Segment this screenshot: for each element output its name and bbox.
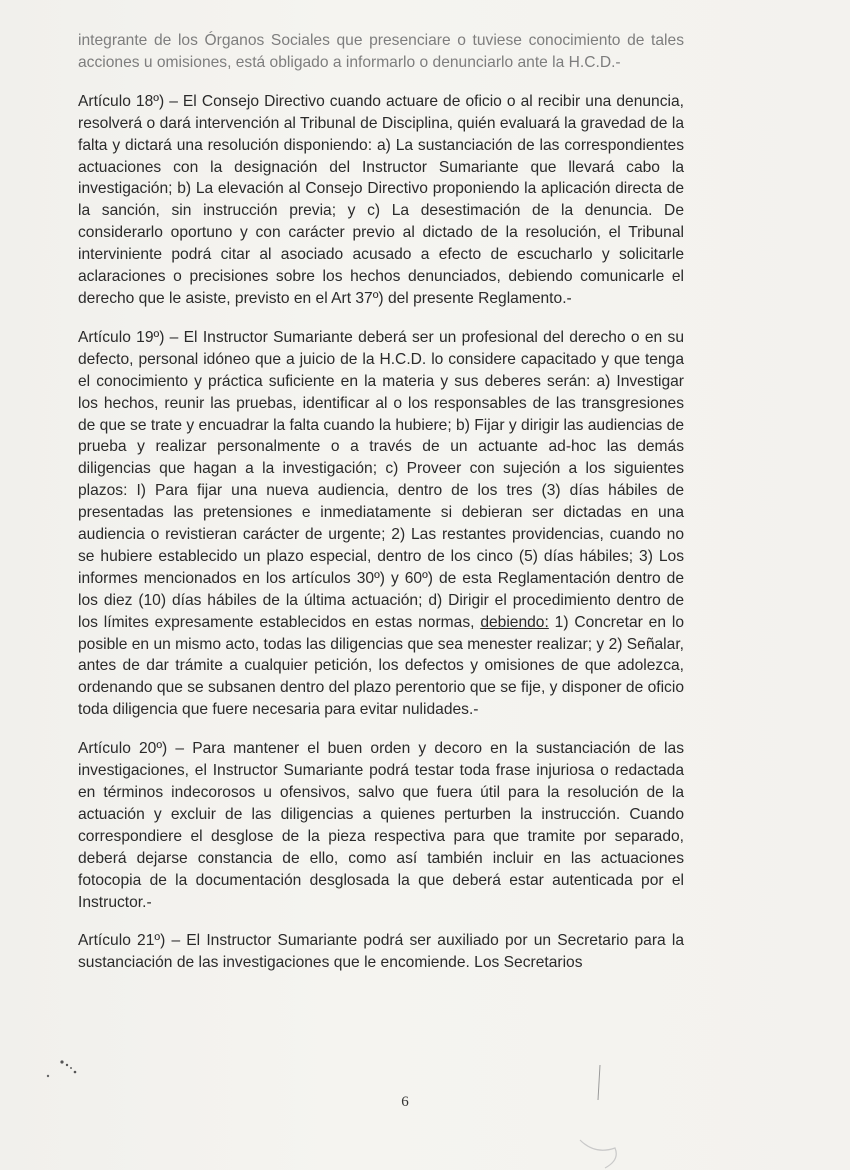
scan-speck-left (40, 1050, 90, 1090)
article-19 (78, 327, 684, 721)
intro-line-1: integrante de los Órganos Sociales que presenciare o tuviese conocimiento de (78, 32, 645, 49)
intro-line-2: tales acciones u omisiones, está obligado a informarlo o denunciarlo ante la H.C.D.- (78, 32, 684, 71)
article-19-text-2: 1) Concretar en lo posible en un mismo acto, todas las diligencias que sea menester realizar; y 2) Señalar, antes de dar trámite a cualquier petición, los defectos y omisiones de que adolezca, ordenando que se subsanen dentro del plazo perentorio que se fije, y disponer de oficio toda diligencia que fuere necesaria para evitar nulidades.- (78, 613, 684, 719)
intro-paragraph (78, 30, 684, 74)
article-21: Artículo 21º) – El Instructor Sumariante podrá ser auxiliado por un Secretario para la sustanciación de las investigaciones que le encomiende. Los Secretarios (78, 932, 684, 972)
scan-mark-bottom (560, 1060, 640, 1170)
article-18: Artículo 18º) – El Consejo Directivo cuando actuare de oficio o al recibir una denuncia, resolverá o dará intervención al Tribunal de Disciplina, quién evaluará la gravedad de la falta y dictará una resolución disponiendo: a) La sustanciación de las correspondientes actuaciones con la designación del Instructor Sumariante que llevará cabo la investigación; b) La elevación al Consejo Directivo proponiendo la aplicación directa de la sanción, sin instrucción previa; y c) La desestimación de la denuncia. De considerarlo oportuno y con carácter previo al dictado de la resolución, el Tribunal interviniente podrá citar al asociado acusado a efecto de escucharlo y solicitarle aclaraciones o precisiones sobre los hechos denunciados, debiendo comunicarle el derecho que le asiste, previsto en el Art 37º) del presente Reglamento.- (78, 92, 684, 307)
article-20: Artículo 20º) – Para mantener el buen orden y decoro en la sustanciación de las investigaciones, el Instructor Sumariante podrá testar toda frase injuriosa o redactada en términos indecorosos u ofensivos, salvo que fuera útil para la resolución de la actuación y excluir de las diligencias a quienes perturben la instrucción. Cuando correspondiere el desglose de la pieza respectiva para que tramite por separado, deberá dejarse constancia de ello, como así también incluir en las actuaciones fotocopia de la documentación desglosada la que deberá estar autenticada por el Instructor.- (78, 740, 684, 911)
page-number: 6 (401, 1094, 409, 1110)
article-19-text-1: Artículo 19º) – El Instructor Sumariante deberá ser un profesional del derecho o en su defecto, personal idóneo que a juicio de la H.C.D. lo considere capacitado y que tenga el conocimiento y práctica suficiente en la materia y sus deberes serán: a) Investigar los hechos, reunir las pruebas, identificar al o los responsables de las transgresiones de que se trate y encuadrar la falta cuando la hubiere; b) Fijar y dirigir las audiencias de prueba y realizar personalmente o a través de un actuante ad-hoc las demás diligencias que hagan a la investigación; c) Proveer con sujeción a los siguientes plazos: I) Para fijar una nueva audiencia, dentro de los tres (3) días hábiles de presentadas las pretensiones e inmediatamente si debieran ser dictadas en una audiencia o revistieran carácter de urgente; 2) Las restantes providencias, cuando no se hubiere establecido un plazo especial, dentro de los cinco (5) días hábiles; 3) Los informes mencionados en los artículos 30º) y 60º) de esta Reglamentación dentro de los diez (10) días hábiles de la última actuación; d) Dirigir el procedimiento dentro de los límites expresamente establecidos en estas normas, (78, 328, 684, 631)
document-body (78, 30, 684, 974)
article-19-underlined-word: debiendo: (480, 613, 549, 631)
